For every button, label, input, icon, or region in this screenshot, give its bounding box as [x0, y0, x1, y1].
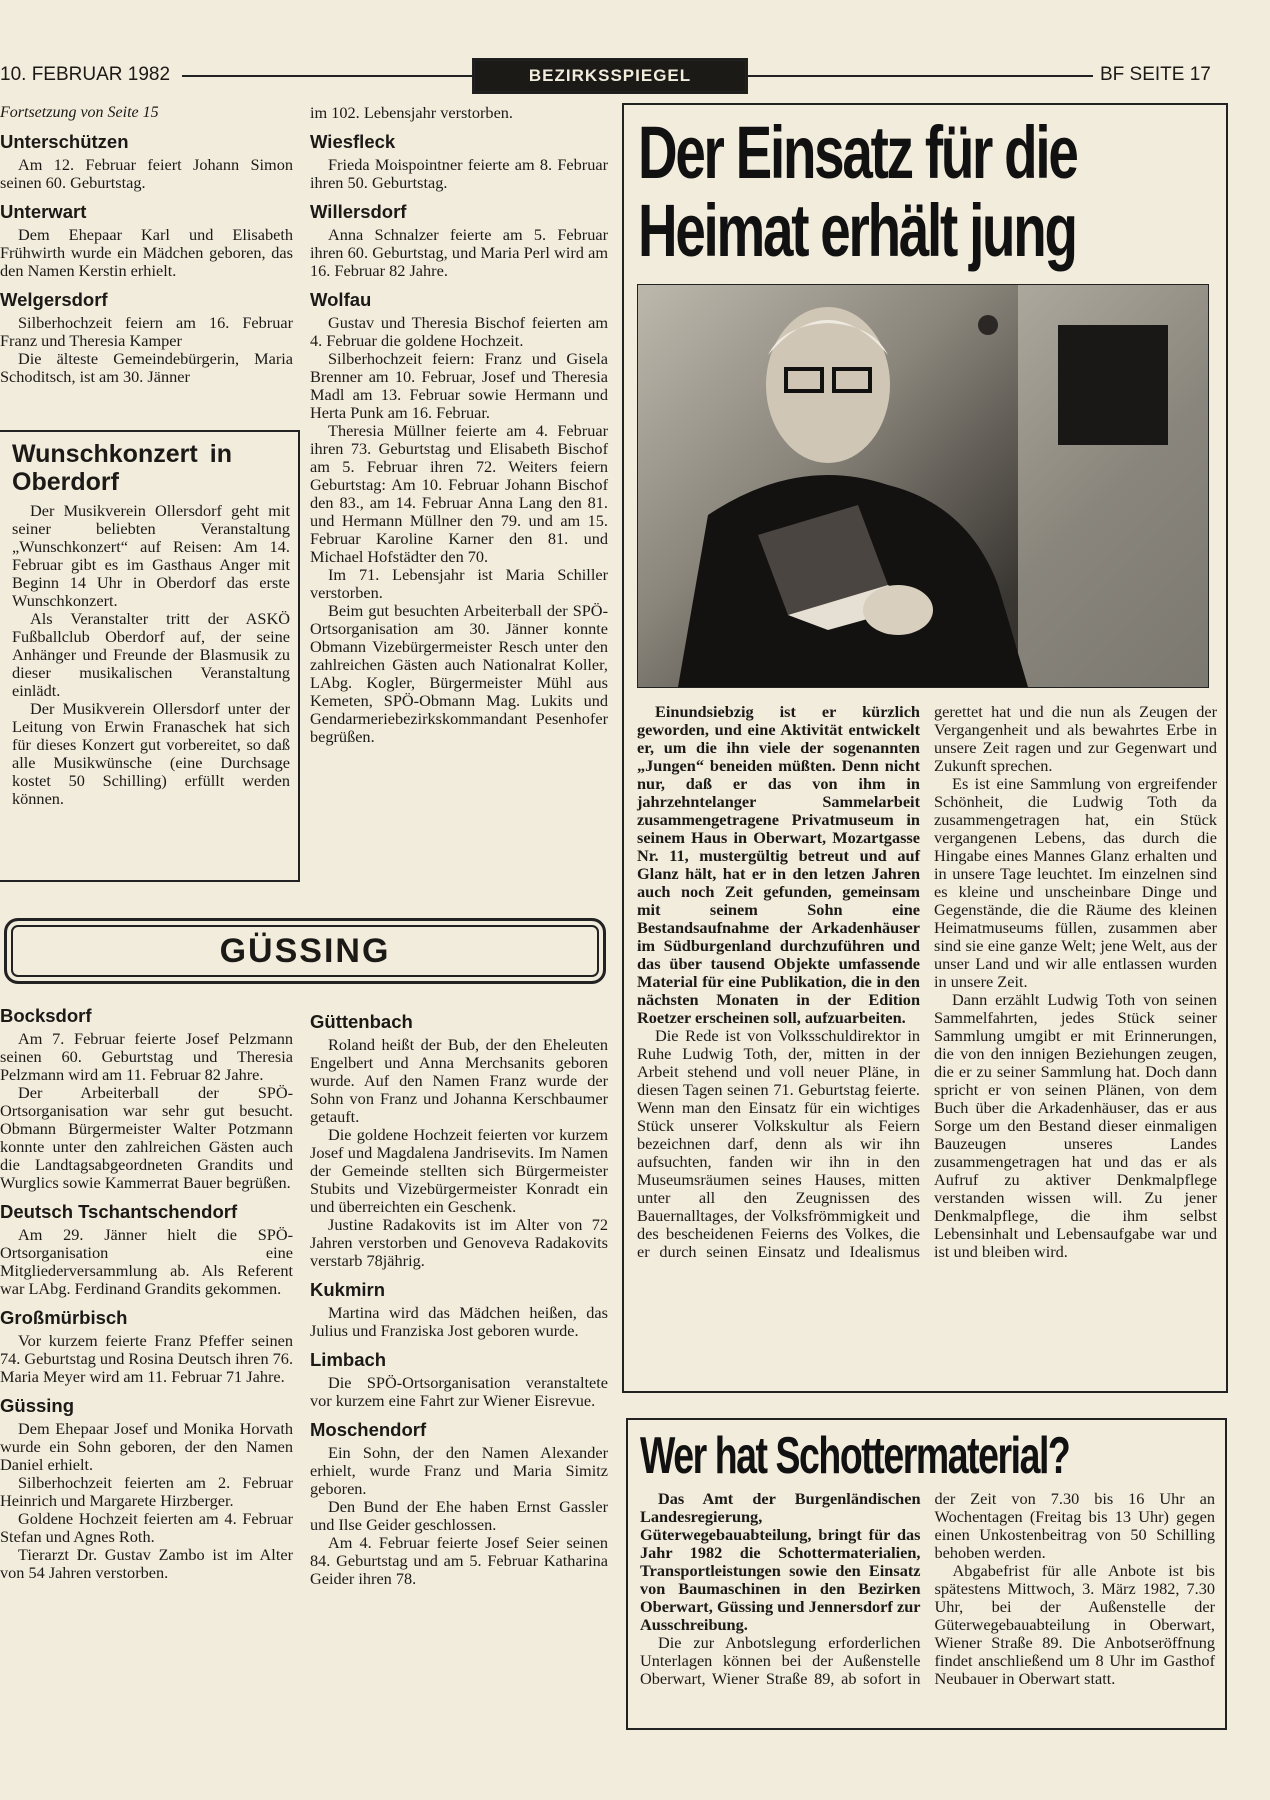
schottermaterial-notice — [626, 1418, 1227, 1730]
header-rule-right — [748, 75, 1093, 77]
notice-headline: Wer hat Schottermaterial? — [640, 1427, 1070, 1485]
paragraph: Abgabefrist für alle Anbote ist bis spätestens Mittwoch, 3. März 1982, 7.30 Uhr, bei der Außenstelle der Güterwegebauabteilung in Oberwart, Wiener Straße 89. Die Anbotseröffnung findet anschließend um 8 Uhr im Gasthof Neubauer in Oberwart statt. — [934, 1561, 1215, 1688]
feature-headline-line-1: Der Einsatz für die — [638, 111, 1077, 194]
news-item — [0, 131, 293, 192]
news-item — [0, 1005, 293, 1192]
village-heading: Limbach — [310, 1349, 387, 1370]
paragraph: Dem Ehepaar Karl und Elisabeth Frühwirth wurde ein Mädchen geboren, das den Namen Kerstin erhielt. — [0, 225, 293, 280]
paragraph: Es ist eine Sammlung von ergreifender Schönheit, die Ludwig Toth da zusammengetragen hat, ein Stück vergangenen Lebens, das durch die Hingabe eines Mannes Glanz erhalten und in unsere Tage leuchtet. Im einzelnen sind es kleine und unscheinbare Dinge und Gegenstände, die die Räume des kleinen Heimatmuseums füllen, zusammen aber sind sie eine ganze Welt; jene Welt, aus der unser Land und wir alle entlassen wurden in unsere Zeit. — [934, 774, 1217, 991]
feature-headline-line-2: Heimat erhält jung — [638, 189, 1076, 272]
news-item — [0, 1395, 293, 1582]
village-heading: Unterschützen — [0, 131, 129, 152]
notice-body — [640, 1490, 1215, 1722]
village-heading: Großmürbisch — [0, 1307, 128, 1328]
news-item — [310, 1011, 608, 1270]
paragraph: Die älteste Gemeindebürgerin, Maria Schoditsch, ist am 30. Jänner — [0, 349, 293, 386]
news-item — [310, 201, 608, 280]
paragraph: Goldene Hochzeit feierten am 4. Februar Stefan und Agnes Roth. — [0, 1509, 293, 1546]
news-item — [310, 131, 608, 192]
news-item — [0, 289, 293, 386]
paragraph: Silberhochzeit feiern: Franz und Gisela Brenner am 10. Februar, Josef und Theresia Madl am 13. Februar sowie Hermann und Herta Punk am 16. Februar. — [310, 349, 608, 422]
mid-bottom-column — [310, 1002, 608, 1588]
paragraph: Dem Ehepaar Josef und Monika Horvath wurde ein Sohn geboren, der den Namen Daniel erhielt. — [0, 1419, 293, 1474]
news-item — [310, 289, 608, 746]
paragraph: Martina wird das Mädchen heißen, das Julius und Franziska Jost geboren wurde. — [310, 1303, 608, 1340]
notice-lead: Das Amt der Burgenländischen Landesregierung, Güterwegebauabteilung, bringt für das Jahr 1982 die Schottermaterialien, Transportleistungen sowie den Einsatz von Baumaschinen in den Bezirken Oberwart, Güssing und Jennersdorf zur Ausschreibung. — [640, 1489, 921, 1634]
paragraph: Ein Sohn, der den Namen Alexander erhielt, wurde Franz und Maria Simitz geboren. — [310, 1443, 608, 1498]
paragraph: Die zur Anbotslegung erforderlichen Unterlagen können bei der Außenstelle Oberwart, Wiener Straße 89, ab sofort in der Zeit von 7.30 bis 16 Uhr an Wochentagen (Freitag bis 13 Uhr) gegen einen Unkostenbeitrag von 50 Schilling behoben werden. — [640, 1489, 1215, 1688]
paragraph: Gustav und Theresia Bischof feierten am 4. Februar die goldene Hochzeit. — [310, 313, 608, 350]
village-heading: Bocksdorf — [0, 1005, 92, 1026]
village-heading: Wiesfleck — [310, 131, 396, 152]
feature-lead: Einundsiebzig ist er kürzlich geworden, und eine Aktivität entwickelt er, um die ihn viele der sogenannten „Jungen“ beneiden müßten. Denn nicht nur, daß er das von ihm in jahrzehntelanger Sammelarbeit zusammengetragene Privatmuseum in seinem Haus in Oberwart, Mozartgasse Nr. 11, mustergültig betreut und auf Glanz hält, hat er in den letzen Jahren auch noch Zeit gefunden, gemeinsam mit seinem Sohn eine Bestandsaufnahme der Arkadenhäuser im Südburgenland durchzuführen und das über tausend Objekte umfassende Material für eine Publikation, die in den nächsten Monaten in der Edition Roetzer erscheinen soll, aufzuarbeiten. — [637, 702, 920, 1027]
issue-date: 10. FEBRUAR 1982 — [0, 64, 171, 85]
news-item — [310, 1349, 608, 1410]
paragraph: Die SPÖ-Ortsorganisation veranstaltete vor kurzem eine Fahrt zur Wiener Eisrevue. — [310, 1373, 608, 1410]
section-masthead: BEZIRKSSPIEGEL — [472, 58, 748, 94]
paragraph: Am 29. Jänner hielt die SPÖ-Ortsorganisation eine Mitgliederversammlung ab. Als Referent war LAbg. Ferdinand Grandits gekommen. — [0, 1225, 293, 1298]
paragraph: Die goldene Hochzeit feierten vor kurzem Josef und Magdalena Jandrisevits. Im Namen der Gemeinde stellten sich Bürgermeister Stubits und Vizebürgermeister Konradt ein und überreichten ein Geschenk. — [310, 1125, 608, 1216]
news-item — [0, 201, 293, 280]
village-heading: Moschendorf — [310, 1419, 427, 1440]
paragraph: Den Bund der Ehe haben Ernst Gassler und Ilse Geider geschlossen. — [310, 1497, 608, 1534]
village-heading: Welgersdorf — [0, 289, 108, 310]
page-number: BF SEITE 17 — [1100, 64, 1211, 85]
left-bottom-column — [0, 996, 293, 1582]
news-item — [0, 1307, 293, 1386]
continuation-note: Fortsetzung von Seite 15 — [0, 104, 159, 121]
village-heading: Güttenbach — [310, 1011, 413, 1032]
news-item — [0, 1201, 293, 1298]
paragraph: Tierarzt Dr. Gustav Zambo ist im Alter von 54 Jahren verstorben. — [0, 1545, 293, 1582]
paragraph: Der Arbeiterball der SPÖ-Ortsorganisation war sehr gut besucht. Obmann Bürgermeister Walter Potzmann konnte unter den zahlreichen Gästen auch die Landtagsabgeordneten Grandits und Wurglics sowie Kammerrat Bauer begrüßen. — [0, 1083, 293, 1192]
region-banner-guessing: GÜSSING — [4, 918, 606, 984]
news-item — [310, 1419, 608, 1588]
paragraph: Die Rede ist von Volksschuldirektor in Ruhe Ludwig Toth, der, mitten in der Arbeit stehend und voll neuer Pläne, in diesen Tagen seinen 71. Geburtstag feierte. Wenn man den Einsatz für ein wichtiges Stück unserer Volkskultur als Feiern bezeichnen darf, denn als wir ihn aufsuchten, fanden wir ihn in den Museumsräumen seines Hauses, mitten unter all den Zeugnissen des Bauernalltages, der Volksfrömmigkeit und des bescheidenen Feierns des Volkes, die er durch seinen Einsatz und Idealismus gerettet hat und die nun als Zeugen der Vergangenheit und als bewahrtes Erbe in unsere Zeit ragen und zur Gegenwart und Zukunft sprechen. — [637, 702, 1217, 1261]
village-heading: Unterwart — [0, 201, 87, 222]
continuation-text: im 102. Lebensjahr verstorben. — [310, 103, 514, 122]
man-with-book-photo-icon — [638, 285, 1208, 687]
village-heading: Kukmirn — [310, 1279, 386, 1300]
paragraph: Theresia Müllner feierte am 4. Februar ihren 73. Geburtstag und Elisabeth Bischof am 5. Februar ihren 72. Weiters feiern Geburtstag: Am 10. Februar Johann Bischof den 83., am 14. Februar Anna Lang den 81. und Hermann Müllner den 79. und am 15. Februar Karoline Karner den 81. und Michael Hofstädter den 70. — [310, 421, 608, 566]
paragraph: Roland heißt der Bub, der den Eheleuten Engelbert und Anna Merchsanits geboren wurde. Auf den Namen Franz wurde der Sohn von Franz und Johanna Kerschbaumer getauft. — [310, 1035, 608, 1126]
wunschkonzert-title: Wunschkonzert in Oberdorf — [12, 440, 232, 496]
paragraph: Silberhochzeit feiern am 16. Februar Franz und Theresia Kamper — [0, 313, 293, 350]
left-top-column — [0, 104, 293, 386]
paragraph: Vor kurzem feierte Franz Pfeffer seinen 74. Geburtstag und Rosina Deutsch ihren 76. Maria Meyer wird am 11. Februar 71 Jahre. — [0, 1331, 294, 1386]
mid-top-column — [310, 104, 608, 746]
paragraph: Der Musikverein Ollersdorf unter der Leitung von Erwin Franaschek hat sich für dieses Konzert gut vorbereitet, so daß alle Musikwünsche (eine Durchsage kostet 50 Schilling) erfüllt werden können. — [12, 699, 290, 808]
paragraph: Beim gut besuchten Arbeiterball der SPÖ-Ortsorganisation am 30. Jänner konnte Obmann Vizebürgermeister Resch unter den zahlreichen Gästen auch Nationalrat Koller, LAbg. Kogler, Bürgermeister Mühl aus Kemeten, SPÖ-Obmann Mag. Lukits und Gendarmeriebezirkskommandant Pesenhofer begrüßen. — [310, 601, 608, 746]
paragraph: Frieda Moispointner feierte am 8. Februar ihren 50. Geburtstag. — [310, 155, 608, 192]
village-heading: Güssing — [0, 1395, 75, 1416]
paragraph: Justine Radakovits ist im Alter von 72 Jahren verstorben und Genoveva Radakovits verstarb 78jährig. — [310, 1215, 608, 1270]
paragraph: Im 71. Lebensjahr ist Maria Schiller verstorben. — [310, 565, 608, 602]
feature-body — [637, 703, 1217, 1383]
wunschkonzert-box — [0, 430, 300, 882]
paragraph: Am 7. Februar feierte Josef Pelzmann seinen 60. Geburtstag und Theresia Pelzmann wird am 11. Februar 82 Jahre. — [0, 1029, 293, 1084]
village-heading: Willersdorf — [310, 201, 407, 222]
paragraph: Als Veranstalter tritt der ASKÖ Fußballclub Oberdorf auf, der seine Anhänger und Freunde der Blasmusik zu dieser musikalischen Veranstaltung einlädt. — [12, 609, 290, 700]
paragraph: Am 12. Februar feiert Johann Simon seinen 60. Geburtstag. — [0, 155, 293, 192]
paragraph: Dann erzählt Ludwig Toth von seinen Sammelfahrten, jedes Stück seiner Sammlung umgibt er mit Erinnerungen, die von den innigen Beziehungen zeugen, die er zu seiner Sammlung hat. Doch dann spricht er von seinen Plänen, von dem Buch über die Arkadenhäuser, das er aus Sorge um den Bestand dieser einmaligen Bauzeugen unseres Landes zusammengetragen hat und das er als Aufruf zu aktiver Denkmalpflege verstanden wissen will. Zu jener Denkmalpflege, die ihm selbst Lebensinhalt und Lebensaufgabe war und ist und bleiben wird. — [934, 990, 1217, 1261]
village-heading: Deutsch Tschantschendorf — [0, 1201, 238, 1222]
portrait-photo — [637, 284, 1209, 688]
header-rule-left — [182, 75, 472, 77]
village-heading: Wolfau — [310, 289, 372, 310]
news-item — [310, 1279, 608, 1340]
paragraph: Anna Schnalzer feierte am 5. Februar ihren 60. Geburtstag, und Maria Perl wird am 16. Februar 82 Jahre. — [310, 225, 608, 280]
paragraph: Der Musikverein Ollersdorf geht mit seiner beliebten Veranstaltung „Wunschkonzert“ auf Reisen: Am 14. Februar gibt es im Gasthaus Anger mit Beginn 14 Uhr in Oberdorf das erste Wunschkonzert. — [12, 501, 290, 610]
paragraph: Am 4. Februar feierte Josef Seier seinen 84. Geburtstag und am 5. Februar Katharina Geider ihren 78. — [310, 1533, 608, 1588]
paragraph: Silberhochzeit feierten am 2. Februar Heinrich und Margarete Hirzberger. — [0, 1473, 293, 1510]
